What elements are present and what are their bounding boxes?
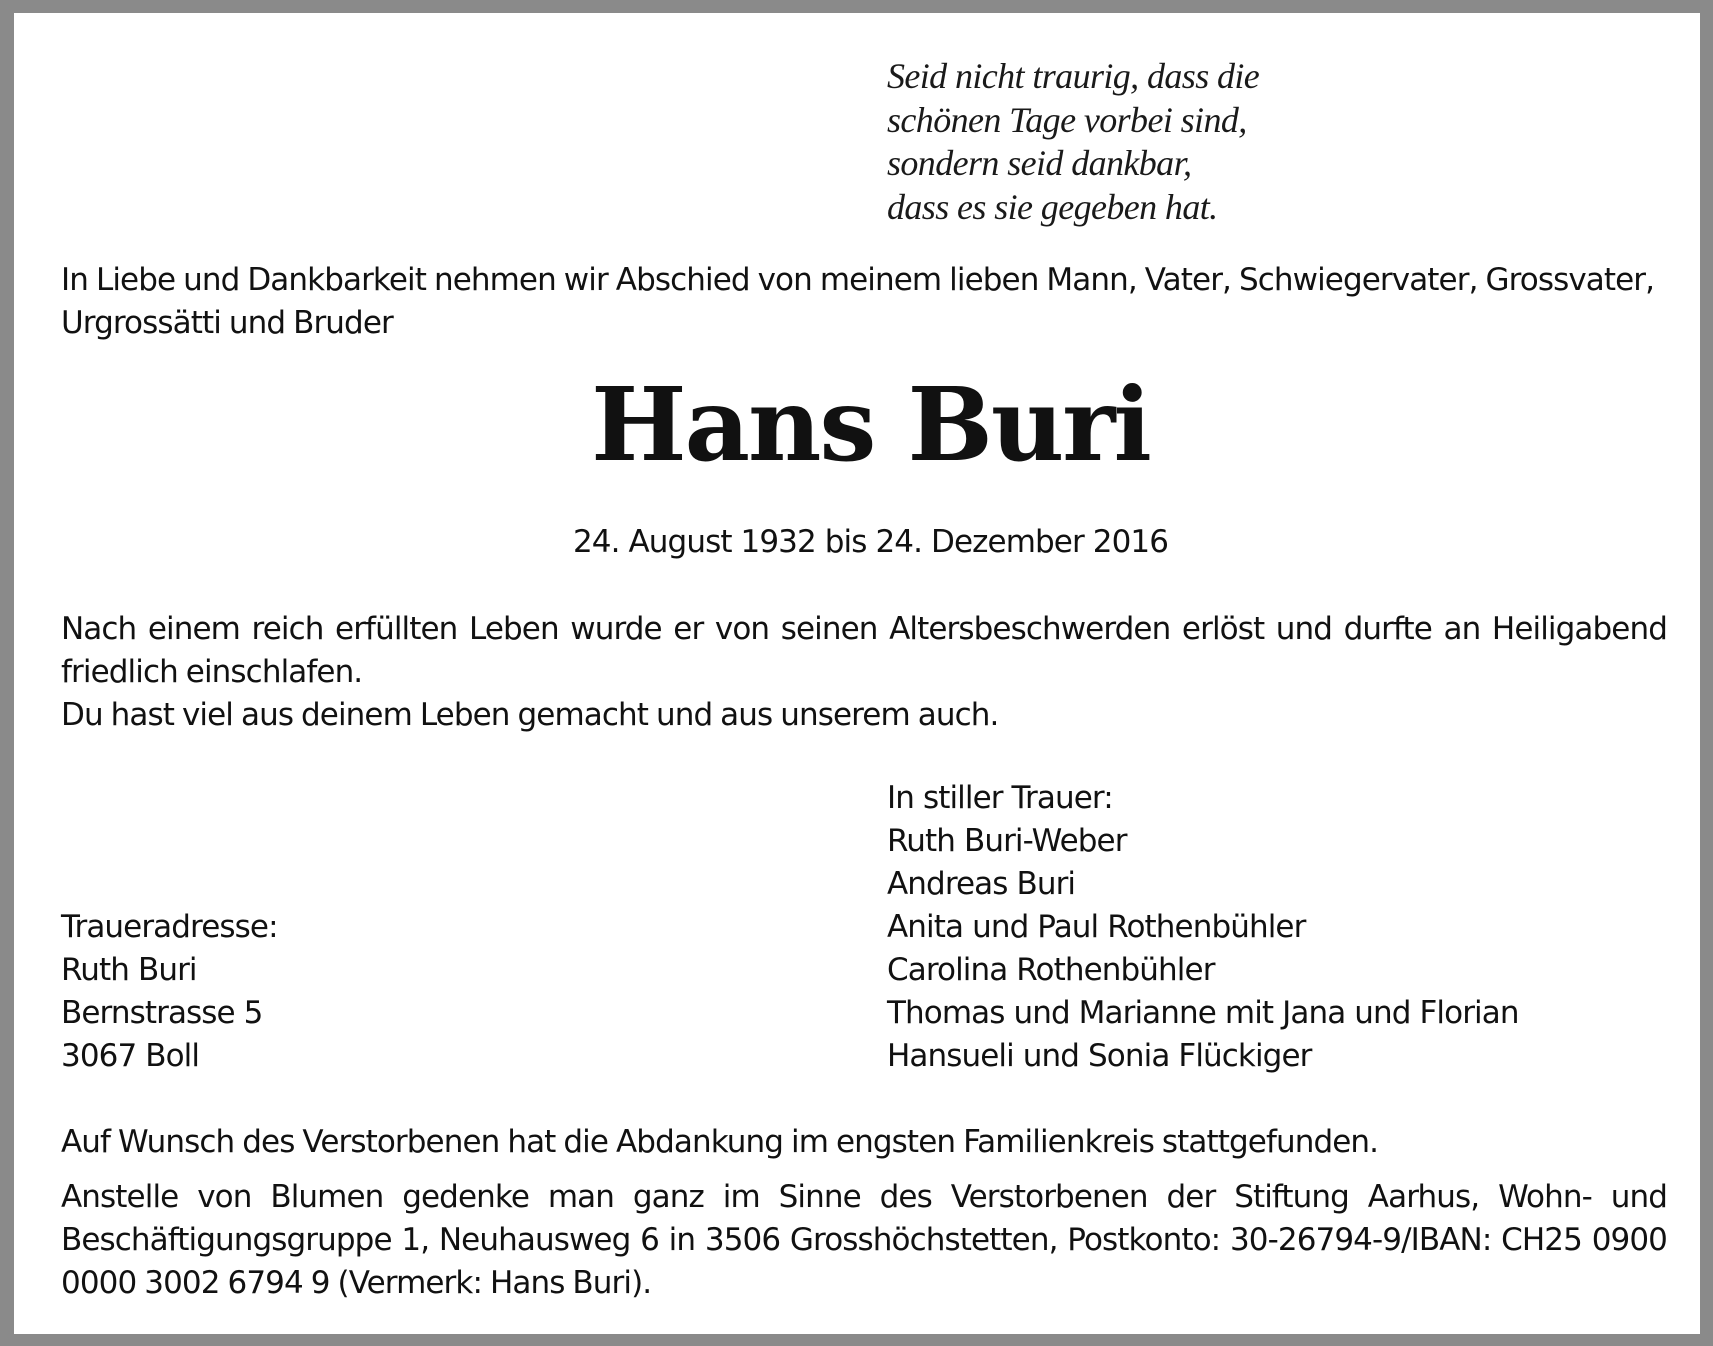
deceased-name: Hans Buri xyxy=(591,365,1150,484)
tribute-paragraph: Nach einem reich erfüllten Leben wurde er von seinen Altersbeschwerden erlöst und durfte an Heiligabend friedlich einschlafen. xyxy=(61,611,1667,690)
epigraph-quote xyxy=(887,55,1259,229)
quote-line: schönen Tage vorbei sind, xyxy=(887,99,1247,140)
mourner-name: Hansueli und Sonia Flückiger xyxy=(887,1038,1312,1074)
address-line: 3067 Boll xyxy=(61,1038,200,1074)
quote-line: dass es sie gegeben hat. xyxy=(887,186,1218,227)
mourners-heading: In stiller Trauer: xyxy=(887,780,1113,816)
mourner-name: Ruth Buri-Weber xyxy=(887,823,1127,859)
donation-note: Anstelle von Blumen gedenke man ganz im Sinne des Verstorbenen der Stiftung Aarhus, Wohn- und Beschäftigungsgruppe 1, Neuhausweg 6 in 3506 Grosshöchstetten, Postkonto: 30-26794-9/IBAN: CH25 0900 0000 3002 6794 9 (Vermerk: Hans Buri). xyxy=(61,1179,1667,1301)
funeral-note: Auf Wunsch des Verstorbenen hat die Abdankung im engsten Familienkreis stattgefunden. xyxy=(61,1124,1379,1160)
quote-line: sondern seid dankbar, xyxy=(887,143,1192,183)
tribute-paragraph: Du hast viel aus deinem Leben gemacht und aus unserem auch. xyxy=(61,697,999,733)
mourner-name: Carolina Rothenbühler xyxy=(887,952,1215,988)
mourners-list xyxy=(887,777,1519,1078)
intro-text: In Liebe und Dankbarkeit nehmen wir Abschied von meinem lieben Mann, Vater, Schwiegervater, Grossvater, Urgrossätti und Bruder xyxy=(61,262,1655,341)
address-heading: Traueradresse: xyxy=(61,909,278,945)
mourner-name: Andreas Buri xyxy=(887,866,1076,902)
mourner-name: Thomas und Marianne mit Jana und Florian xyxy=(887,995,1519,1031)
mourner-name: Anita und Paul Rothenbühler xyxy=(887,909,1306,945)
address-line: Bernstrasse 5 xyxy=(61,995,263,1031)
address-line: Ruth Buri xyxy=(61,952,197,988)
tribute-text xyxy=(61,608,1667,737)
mourning-address xyxy=(61,906,278,1078)
life-dates: 24. August 1932 bis 24. Dezember 2016 xyxy=(572,524,1169,560)
quote-line: Seid nicht traurig, dass die xyxy=(887,56,1260,96)
